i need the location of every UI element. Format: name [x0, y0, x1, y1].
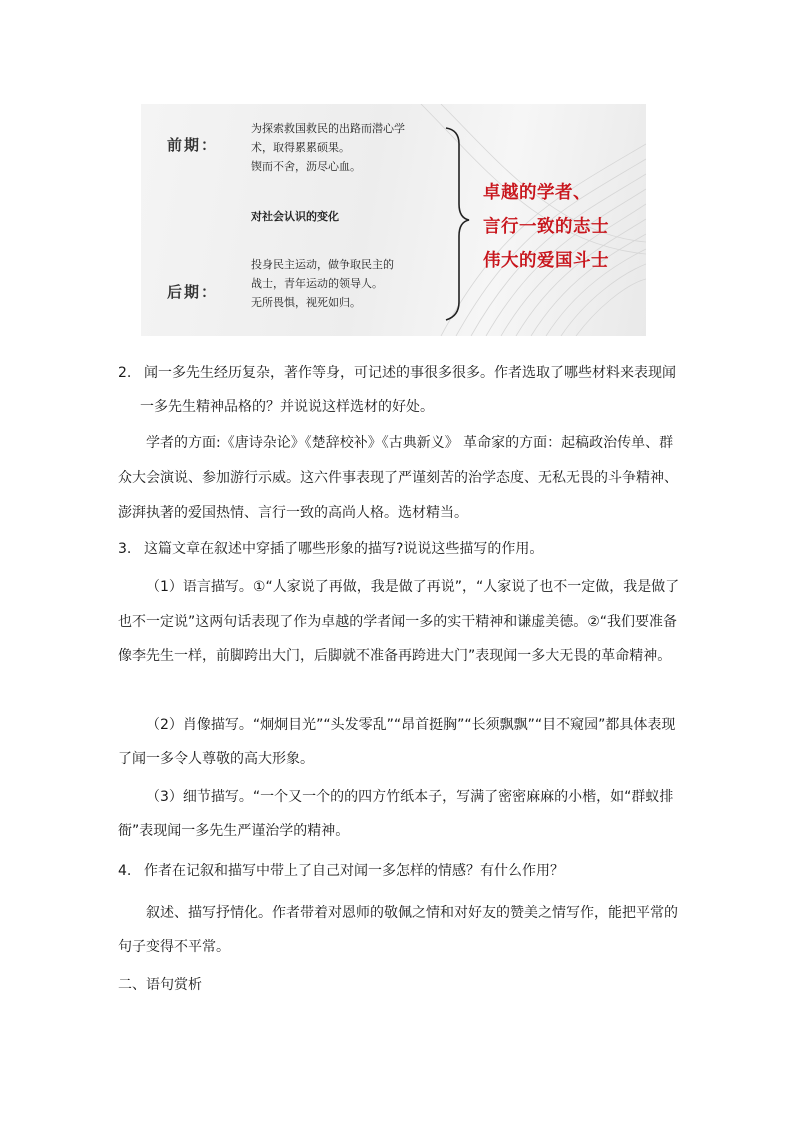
answer-4: 叙述、描写抒情化。作者带着对恩师的敬佩之情和对好友的赞美之情写作，能把平常的句子变得不平常。 — [118, 905, 678, 955]
early-line: 锲而不舍，沥尽心血。 — [251, 160, 361, 173]
late-line: 战士，青年运动的领导人。 — [251, 277, 383, 290]
question-text: 闻一多先生经历复杂，著作等身，可记述的事很多很多。作者选取了哪些材料来表现闻 — [144, 365, 676, 381]
question-text-continued: 一多先生精神品格的？并说说这样选材的好处。 — [140, 399, 434, 415]
early-line: 术，取得累累硕果。 — [251, 141, 350, 154]
early-description — [251, 119, 405, 176]
conclusion-line: 言行一致的志士 — [483, 217, 609, 237]
summary-figure — [141, 104, 646, 336]
answer-3-portrait: （2）肖像描写。“炯炯目光”“头发零乱”“昂首挺胸”“长须飘飘”“目不窥园”都具体表现了闻一多令人尊敬的高大形象。 — [118, 717, 676, 767]
conclusion-text — [483, 176, 609, 278]
question-text: 这篇文章在叙述中穿插了哪些形象的描写?说说这些描写的作用。 — [144, 541, 544, 557]
late-line: 无所畏惧，视死如归。 — [251, 296, 361, 309]
section-heading: 二、语句赏析 — [118, 977, 202, 993]
conclusion-line: 卓越的学者、 — [483, 183, 591, 203]
early-line: 为探索救国救民的出路而潜心学 — [251, 122, 405, 135]
question-text: 作者在记叙和描写中带上了自己对闻一多怎样的情感？有什么作用？ — [144, 863, 564, 879]
question-number: 3. — [118, 541, 132, 557]
conclusion-line: 伟大的爱国斗士 — [483, 251, 609, 271]
question-number: 4. — [118, 863, 132, 879]
late-line: 投身民主运动，做争取民主的 — [251, 258, 394, 271]
answer-3-detail: （3）细节描写。“一个又一个的的四方竹纸本子，写满了密密麻麻的小楷，如“群蚁排衙”表现闻一多先生严谨治学的精神。 — [118, 789, 674, 839]
middle-heading: 对社会认识的变化 — [251, 210, 339, 223]
question-2 — [118, 356, 683, 424]
brace-shape — [446, 128, 469, 320]
late-description — [251, 255, 394, 312]
answer-3-language: （1）语言描写。①“人家说了再做，我是做了再说”，“人家说了也不一定做，我是做了也不一定说”这两句话表现了作为卓越的学者闻一多的实干精神和谦虚美德。②“我们要准备像李先生一样，前脚跨出大门，后脚就不准备再跨进大门”表现闻一多大无畏的革命精神。 — [118, 579, 680, 664]
question-3 — [118, 532, 683, 566]
question-4 — [118, 854, 683, 888]
early-period-label: 前期： — [167, 136, 219, 154]
answer-2: 学者的方面:《唐诗杂论》《楚辞校补》《古典新义》 革命家的方面：起稿政治传单、群众大会演说、参加游行示威。这六件事表现了严谨刻苦的治学态度、无私无畏的斗争精神、澎湃执著的爱国热情、言行一致的高尚人格。选材精当。 — [118, 435, 678, 521]
late-period-label: 后期： — [167, 283, 219, 301]
question-number: 2. — [118, 365, 132, 381]
